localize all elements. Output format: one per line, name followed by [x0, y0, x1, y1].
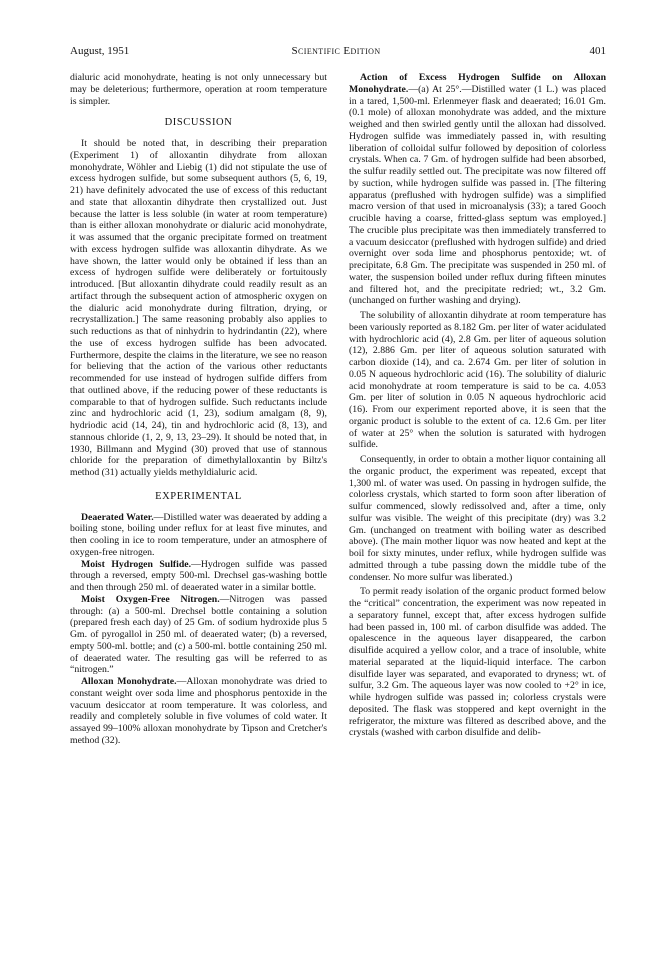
discussion-paragraph: It should be noted that, in describing their preparation (Experiment 1) of alloxantin dihydrate from alloxan monohydrate, Wöhler and Liebig (1) did not stipulate the use of excess hydrogen sulfide, but some subsequent authors (5, 6, 19, 21) have definitely advocated the use of excess of this reductant and state that alloxantin dihydrate then crystallized out. Just because the latter is less soluble (in water at room temperature) than is either alloxan monohydrate or dialuric acid monohydrate, it was assumed that the organic precipitate formed on treatment with excess hydrogen sulfide was alloxantin dihydrate. As we have shown, the latter would only be obtained if less than an excess of hydrogen sulfide were deliberately or fortuitously introduced. [But alloxantin dihydrate could readily result as an artifact through the subsequent action of atmospheric oxygen on the dialuric acid monohydrate during filtration, drying, or recrystallization.] The same reasoning probably also applies to such reductions as that of ninhydrin to hydrindantin (22), where the use of excess hydrogen sulfide has been advocated. Furthermore, despite the claims in the literature, we see no reason for believing that the action of the various other reductants recommended for use instead of hydrogen sulfide differs from that outlined above, if the reducing power of these reductants is comparable to that of hydrogen sulfide. Such reductants include zinc and hydrochloric acid (1, 23), sodium amalgam (8, 9), hydriodic acid (14, 24), tin and hydrochloric acid (8, 13), and stannous chloride (1, 2, 9, 13, 23–29). It should be noted that, in 1930, Billmann and Mygind (30) proved that use of stannous chloride for the preparation of dimethylalloxantin by Biltz's method (31) actually yields methyldialuric acid. [70, 138, 327, 478]
header-journal-title: Scientific Edition [291, 45, 381, 57]
mother-liquor-paragraph: Consequently, in order to obtain a mother liquor containing all the organic product, the experiment was repeated, except that 1,300 ml. of water was used. On passing in hydrogen sulfide, the colorless crystals, which started to form soon after liberation of sulfur commenced, slowly redissolved and, after a time, only sulfur was visible. The weight of this precipitate (dry) was 3.2 Gm. (unchanged on treatment with boiling water as described above). (The main mother liquor was now heated and kept at the boil for sixty minutes, under reflux, while hydrogen sulfide was admitted through a tube passing down the middle tube of the condenser. No more sulfur was liberated.) [349, 454, 606, 583]
isolation-paragraph: To permit ready isolation of the organic product formed below the “critical” concentration, the experiment was now repeated in a separatory funnel, except that, after excess hydrogen sulfide had been passed in, 100 ml. of carbon disulfide was added. The opalescence in the aqueous layer disappeared, the carbon disulfide acquired a yellow color, and a trace of insoluble, white material separated at the liquid-liquid interface. The carbon disulfide layer was separated, and evaporated to dryness; wt. of sulfur, 3.2 Gm. The aqueous layer was now cooled to +2° in ice, while hydrogen sulfide was passed in; colorless crystals were deposited. The flask was stoppered and kept overnight in the refrigerator, the mixture was filtered as described above, and the crystals (washed with carbon disulfide and delib- [349, 586, 606, 739]
alloxan-monohydrate-body: —Alloxan monohydrate was dried to constant weight over soda lime and phosphorus pentoxide in the vacuum desiccator at room temperature. It was colorless, and readily and completely soluble in five volumes of cold water. It assayed 99–100% alloxan monohydrate by Tipson and Cretcher's method (32). [70, 676, 327, 746]
deaerated-water-title: Deaerated Water. [81, 511, 154, 523]
right-column [349, 72, 606, 739]
excess-hydrogen-sulfide-paragraph [349, 72, 606, 307]
moist-hydrogen-sulfide-paragraph [70, 559, 327, 594]
alloxan-monohydrate-paragraph [70, 676, 327, 747]
experimental-heading: EXPERIMENTAL [155, 490, 242, 502]
left-column [70, 72, 327, 747]
excess-hydrogen-sulfide-title: Action of Excess Hydrogen Sulfide on Alloxan Monohydrate. [349, 72, 606, 95]
alloxan-monohydrate-title: Alloxan Monohydrate. [81, 676, 177, 687]
header-page-number: 401 [589, 45, 606, 57]
excess-hydrogen-sulfide-body: —(a) At 25°.—Distilled water (1 L.) was placed in a tared, 1,500-ml. Erlenmeyer flask and deaerated; 16.01 Gm. (0.1 mole) of alloxan monohydrate was added, and the mixture weighed and then swirled gently until the alloxan had dissolved. Hydrogen sulfide was immediately passed in, with resulting liberation of colloidal sulfur followed by deposition of colorless crystals. When ca. 7 Gm. of hydrogen sulfide had been absorbed, the sulfur readily settled out. The precipitate was now filtered off by suction, while hydrogen sulfide was passed in. [The filtering apparatus (preflushed with hydrogen sulfide) was a simplified macro version of that used in microanalysis (33); a tared Gooch crucible having a coarse, fritted-glass septum was employed.] The crucible plus precipitate was then immediately transferred to a vacuum desiccator (preflushed with hydrogen sulfide) and dried overnight over soda lime and phosphorus pentoxide; wt. of precipitate, 6.8 Gm. The precipitate was suspended in 250 ml. of water, the suspension boiled under reflux during fifteen minutes and filtered hot, and the precipitate redried; wt., 3.2 Gm. (unchanged on further washing and drying). [349, 83, 606, 307]
header-date: August, 1951 [70, 45, 130, 57]
moist-nitrogen-title: Moist Oxygen-Free Nitrogen. [81, 593, 220, 605]
deaerated-water-body: —Distilled water was deaerated by adding a boiling stone, boiling under reflux for at least five minutes, and then cooling in ice to room temperature, under an atmosphere of oxygen-free nitrogen. [70, 511, 327, 558]
discussion-heading: DISCUSSION [164, 117, 233, 129]
moist-hydrogen-sulfide-title: Moist Hydrogen Sulfide. [81, 558, 192, 570]
moist-hydrogen-sulfide-body: —Hydrogen sulfide was passed through a reversed, empty 500-ml. Drechsel gas-washing bottle and then through 250 ml. of deaerated water in a similar bottle. [70, 558, 327, 593]
continuation-paragraph: dialuric acid monohydrate, heating is not only unnecessary but may be deleterious; furthermore, operation at room temperature is simpler. [70, 72, 327, 107]
solubility-paragraph: The solubility of alloxantin dihydrate at room temperature has been variously reported as 8.182 Gm. per liter of water acidulated with hydrochloric acid (4), 2.8 Gm. per liter of aqueous solution (12), 2.886 Gm. per liter of aqueous solution saturated with carbon dioxide (14), and ca. 2.674 Gm. per liter of solution in 0.05 N aqueous hydrochloric acid (16). The solubility of dialuric acid monohydrate at room temperature is said to be ca. 4.053 Gm. per liter of solution in 0.05 N aqueous hydrochloric acid (16). From our experiment reported above, it is seen that the organic product is soluble to the extent of ca. 12.6 Gm. per liter of water at 25° when the solution is saturated with hydrogen sulfide. [349, 310, 606, 451]
moist-nitrogen-paragraph [70, 594, 327, 676]
deaerated-water-paragraph [70, 512, 327, 559]
moist-nitrogen-body: —Nitrogen was passed through: (a) a 500-ml. Drechsel bottle containing a solution (prepared fresh each day) of 25 Gm. of sodium hydroxide plus 5 Gm. of pyrogallol in 250 ml. of deaerated water; (b) a reversed, empty 500-ml. bottle; and (c) a 500-ml. bottle containing 250 ml. of deaerated water. The resulting gas will be referred to as “nitrogen.” [70, 593, 327, 676]
